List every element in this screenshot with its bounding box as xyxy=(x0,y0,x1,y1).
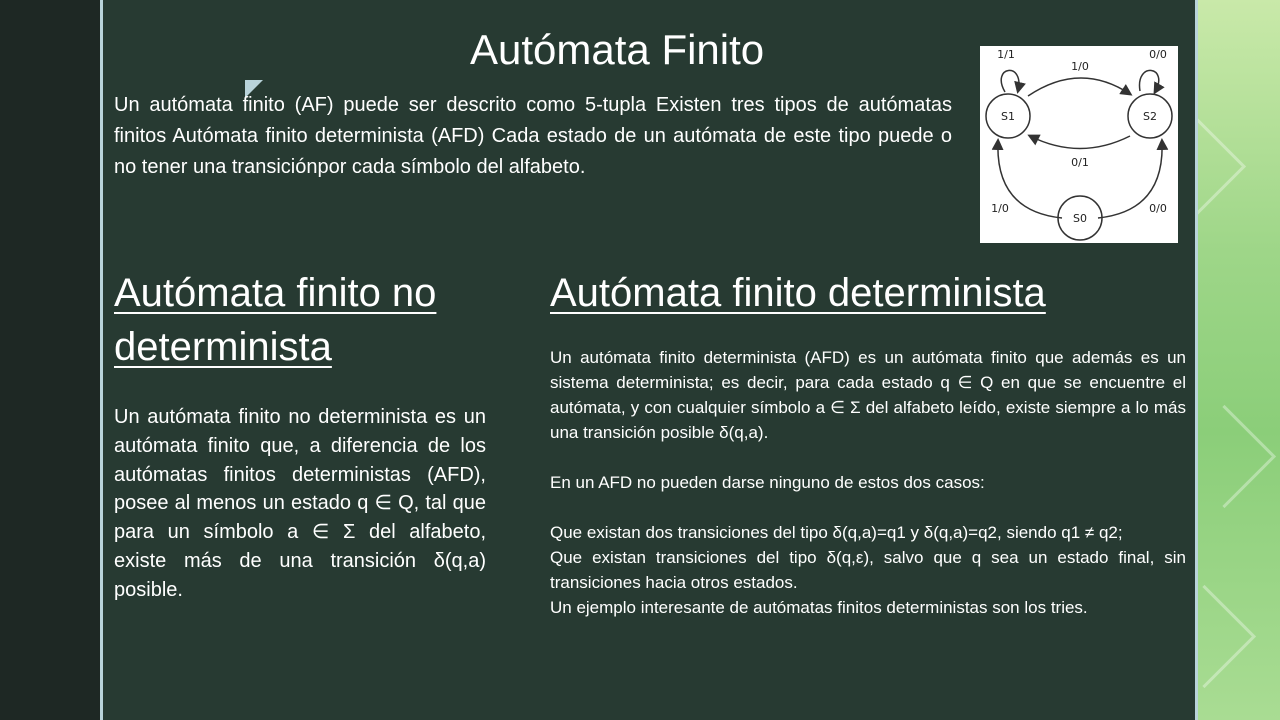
state-s1-label: S1 xyxy=(1001,110,1015,123)
intro-paragraph: Un autómata finito (AF) puede ser descrito como 5-tupla Existen tres tipos de autómatas finitos Autómata finito determinista (AFD) Cada estado de un autómata de este tipo puede o no tener una transiciónpor cada símbolo del alfabeto. xyxy=(114,94,952,178)
heading-nondeterministic: Autómata finito no determinista xyxy=(114,271,437,369)
deterministic-definition: Un autómata finito determinista (AFD) es un autómata finito que además es un sistema determinista; es decir, para cada estado q ∈ Q en que se encuentre el autómata, y con cualquier símbolo a ∈ Σ del alfabeto leído, existe siempre a lo más una transición posible δ(q,a). xyxy=(550,348,1186,442)
nondeterministic-paragraph: Un autómata finito no determinista es un autómata finito que, a diferencia de los autómatas finitos deterministas (AFD), posee al menos un estado q ∈ Q, tal que para un símbolo a ∈ Σ del alfabeto, existe más de una transición δ(q,a) posible. xyxy=(114,406,486,601)
s2-loop-label: 0/0 xyxy=(1149,48,1167,61)
left-margin-strip xyxy=(0,0,100,720)
s2-self-loop xyxy=(1140,70,1159,92)
slide-title: Autómata Finito xyxy=(470,26,765,73)
chevron-decoration xyxy=(1198,405,1276,508)
s0-to-s1-label: 1/0 xyxy=(991,202,1009,215)
example-tries: Un ejemplo interesante de autómatas finitos deterministas son los tries. xyxy=(550,598,1088,617)
case-two: Que existan transiciones del tipo δ(q,ε), salvo que q sea un estado final, sin transiciones hacia otros estados. xyxy=(550,548,1186,592)
case-one: Que existan dos transiciones del tipo δ(q,a)=q1 y δ(q,a)=q2, siendo q1 ≠ q2; xyxy=(550,523,1123,542)
state-diagram-svg xyxy=(980,46,1178,243)
deterministic-text xyxy=(550,345,1186,620)
state-diagram xyxy=(980,46,1178,243)
s1-to-s2-label: 1/0 xyxy=(1071,60,1089,73)
s1-to-s2-arrow xyxy=(1028,78,1130,96)
chevron-decoration xyxy=(1198,115,1246,218)
s1-loop-label: 1/1 xyxy=(997,48,1015,61)
s0-to-s2-label: 0/0 xyxy=(1149,202,1167,215)
heading-deterministic: Autómata finito determinista xyxy=(550,271,1046,315)
right-decorative-panel xyxy=(1198,0,1280,720)
s2-to-s1-label: 0/1 xyxy=(1071,156,1089,169)
s1-self-loop xyxy=(1001,70,1019,92)
cases-intro: En un AFD no pueden darse ninguno de estos dos casos: xyxy=(550,473,985,492)
state-s0-label: S0 xyxy=(1073,212,1087,225)
chevron-decoration xyxy=(1198,585,1256,688)
state-s2-label: S2 xyxy=(1143,110,1157,123)
s2-to-s1-arrow xyxy=(1030,136,1130,149)
